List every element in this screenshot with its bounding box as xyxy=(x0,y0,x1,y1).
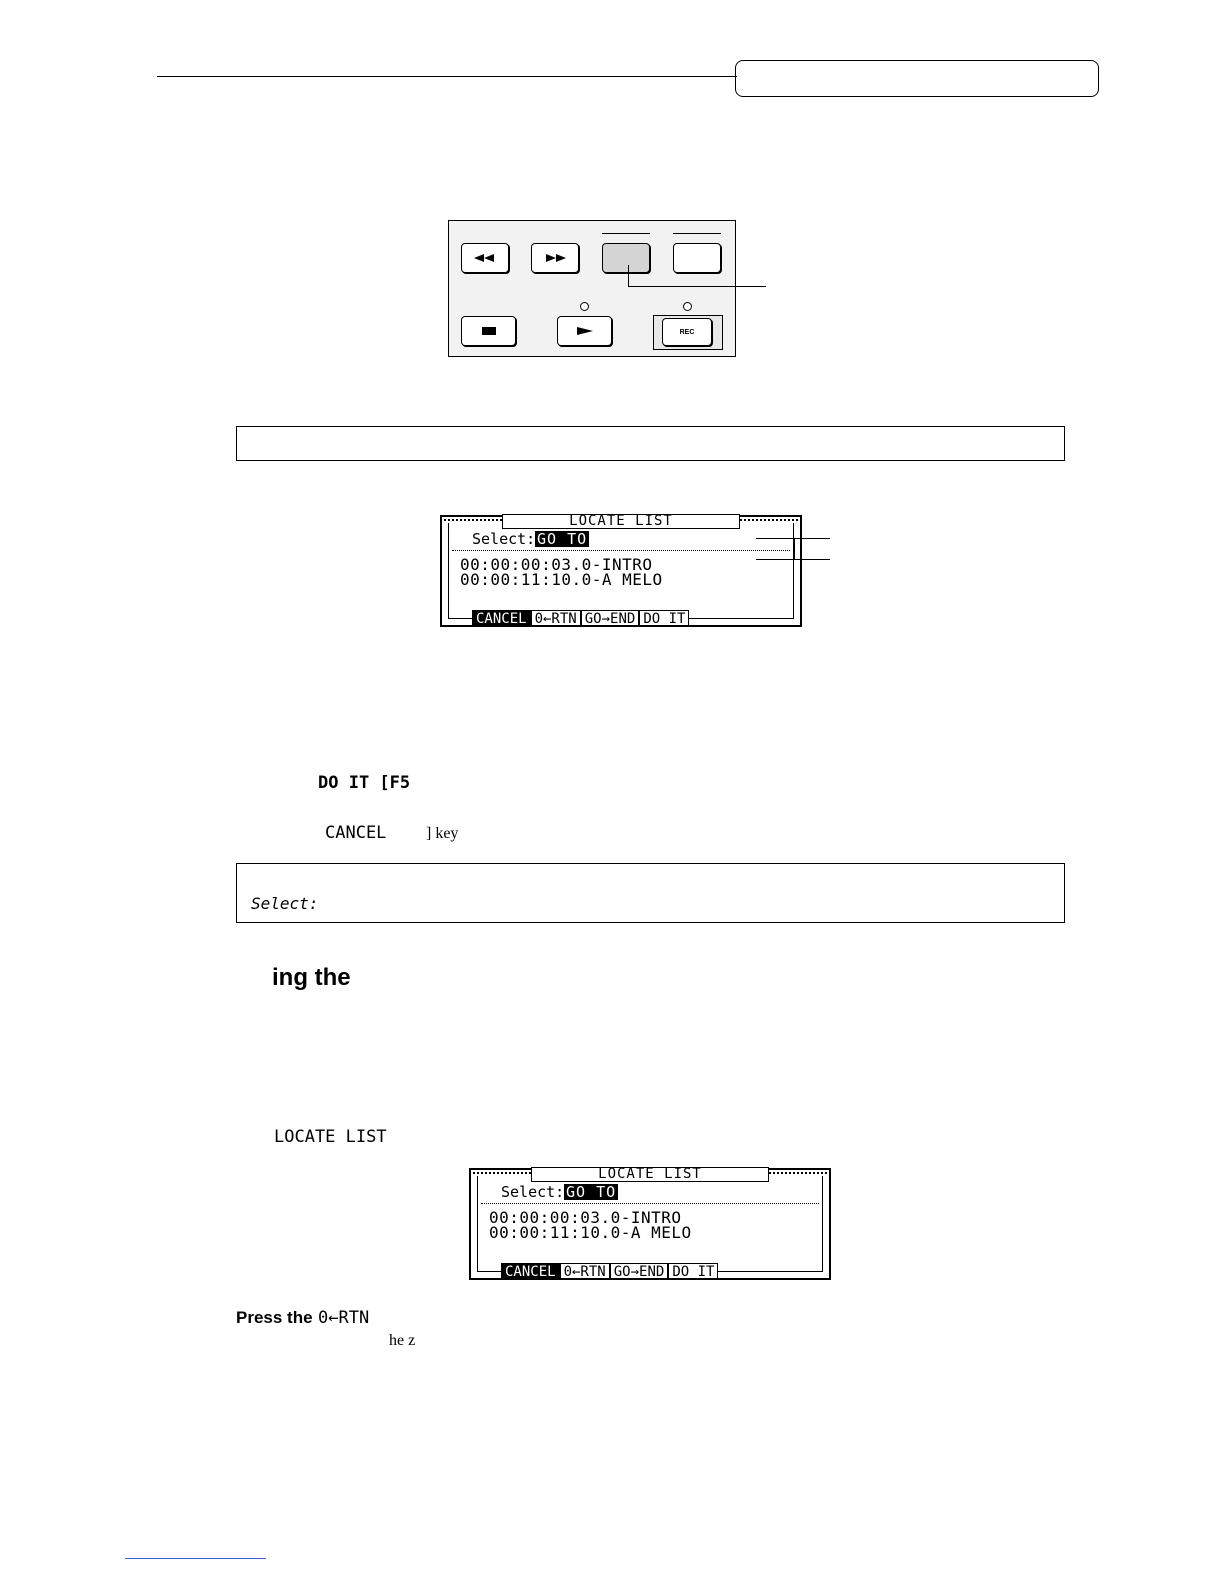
locate-list-label: LOCATE LIST xyxy=(274,1127,387,1147)
step-cancel-suffix: ] key xyxy=(426,825,459,842)
press-instruction: Press the xyxy=(236,1308,313,1327)
f-rtn-button[interactable]: 0←RTN xyxy=(560,1263,610,1279)
select-label: Select: xyxy=(472,530,536,548)
step-cancel-code: CANCEL xyxy=(325,823,387,843)
key-callout-line xyxy=(628,286,766,287)
display-callout-line xyxy=(756,538,830,539)
select-label: Select: xyxy=(501,1183,565,1201)
f-rtn-button[interactable]: 0←RTN xyxy=(531,610,581,626)
f-cancel-button[interactable]: CANCEL xyxy=(501,1263,560,1279)
select-value[interactable]: GO TO xyxy=(566,1183,617,1201)
display-title: LOCATE LIST xyxy=(502,514,740,529)
list-item[interactable]: 00:00:11:10.0-A MELO xyxy=(489,1223,692,1242)
rec-key[interactable] xyxy=(662,318,712,346)
list-item[interactable]: 00:00:00:03.0-INTRO xyxy=(460,555,653,574)
f-cancel-button[interactable]: CANCEL xyxy=(472,610,531,626)
display-title: LOCATE LIST xyxy=(531,1167,769,1182)
locate-list-display xyxy=(469,1168,831,1280)
stop-key[interactable] xyxy=(461,316,516,346)
highlighted-key[interactable] xyxy=(602,243,650,273)
fast-forward-icon xyxy=(544,254,566,262)
note-box xyxy=(236,863,1065,923)
note-select: Select: xyxy=(251,894,319,913)
f-end-button[interactable]: GO→END xyxy=(581,610,640,626)
list-item[interactable]: 00:00:00:03.0-INTRO xyxy=(489,1208,682,1227)
press-fragment: he z xyxy=(389,1332,416,1349)
shift-key[interactable] xyxy=(673,243,721,273)
transport-panel xyxy=(448,220,736,357)
footer-link-underline[interactable] xyxy=(125,1558,266,1559)
f-do-it-button[interactable]: DO IT xyxy=(639,610,689,626)
f-do-it-button[interactable]: DO IT xyxy=(668,1263,718,1279)
header-rule xyxy=(157,76,737,77)
display-callout-line xyxy=(794,538,795,560)
step-banner xyxy=(236,426,1065,461)
fast-forward-key[interactable] xyxy=(531,243,579,273)
play-led xyxy=(580,302,589,311)
key-label-bar xyxy=(673,233,721,234)
key-callout-line xyxy=(628,265,629,287)
step-do-it-code: DO IT [F5 xyxy=(318,773,411,793)
press-code: 0←RTN xyxy=(318,1308,370,1328)
function-key-bar xyxy=(472,610,774,626)
play-key[interactable] xyxy=(557,316,612,346)
f-end-button[interactable]: GO→END xyxy=(610,1263,669,1279)
play-icon xyxy=(577,327,593,335)
header-tab xyxy=(735,60,1099,97)
key-label-bar xyxy=(602,233,650,234)
locate-list-display xyxy=(440,515,802,627)
rec-key-label: REC xyxy=(679,328,695,336)
list-item[interactable]: 00:00:11:10.0-A MELO xyxy=(460,570,663,589)
rewind-icon xyxy=(474,254,496,262)
display-callout-line xyxy=(756,559,830,560)
section-heading: ing the xyxy=(272,964,351,991)
rec-led xyxy=(683,302,692,311)
function-key-bar xyxy=(501,1263,803,1279)
rewind-key[interactable] xyxy=(461,243,509,273)
select-value[interactable]: GO TO xyxy=(537,530,588,548)
stop-icon xyxy=(482,327,496,335)
